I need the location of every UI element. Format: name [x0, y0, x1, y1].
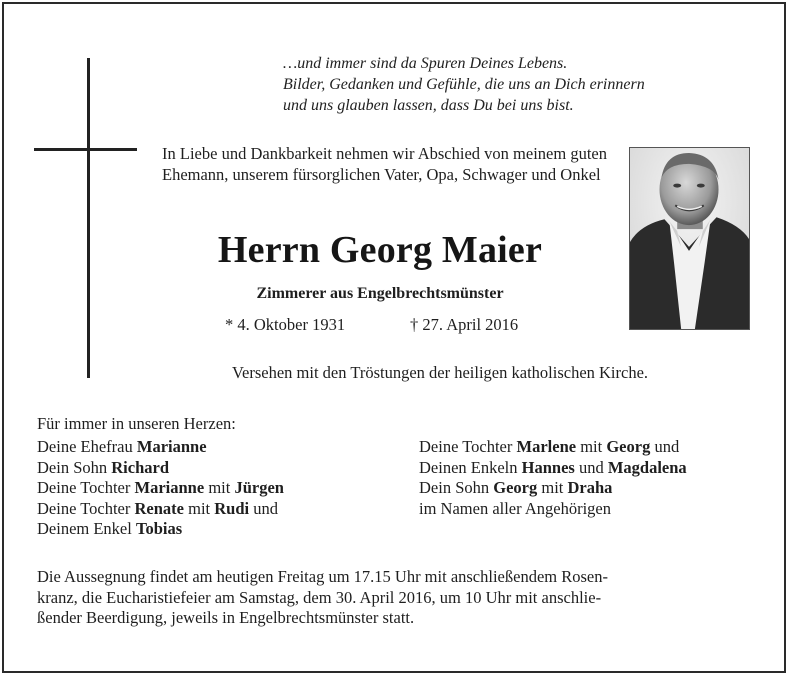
birth-date: * 4. Oktober 1931	[225, 315, 346, 334]
mourner-name: Marianne	[136, 437, 207, 456]
mourner-relation: mit	[537, 478, 568, 497]
motto-line: und uns glauben lassen, dass Du bei uns bist.	[283, 97, 574, 114]
mourner-name: Rudi	[214, 498, 250, 518]
mourner-relation: mit	[184, 498, 215, 518]
mourner-relation: Deine Ehefrau	[37, 437, 137, 456]
mourner-name: Magdalena	[607, 457, 687, 477]
mourner-relation: mit	[576, 437, 607, 456]
portrait-photo	[629, 147, 750, 330]
mourners-heading: Für immer in unseren Herzen:	[37, 414, 236, 433]
intro-text: In Liebe und Dankbarkeit nehmen wir Abschied von meinem guten Ehemann, unserem fürsorglichen Vater, Opa, Schwager und Onkel	[162, 144, 607, 184]
mourner-relation: und	[574, 457, 608, 477]
mourner-relation: mit	[204, 478, 235, 497]
mourner-relation: Deine Tochter	[37, 498, 135, 518]
mourner-relation: Deinen Enkeln	[419, 457, 522, 477]
funeral-line: kranz, die Eucharistiefeier am Samstag, dem 30. April 2016, um 10 Uhr mit anschlie-	[37, 587, 602, 607]
mourner-name: Hannes	[521, 457, 575, 477]
mourner-name: Marlene	[516, 437, 577, 456]
mourners-left-column	[37, 437, 377, 540]
funeral-line: ßender Beerdigung, jeweils in Engelbrechtsmünster statt.	[37, 608, 415, 627]
cross-icon	[87, 58, 90, 378]
mourners-right-column	[419, 437, 764, 519]
mourner-line	[37, 499, 377, 520]
mourner-name: Draha	[567, 478, 613, 497]
death-date: † 27. April 2016	[410, 315, 519, 334]
mourner-line	[419, 499, 764, 520]
mourner-line	[37, 478, 377, 499]
mourner-relation: Dein Sohn	[37, 457, 112, 477]
motto-line: …und immer sind da Spuren Deines Lebens.	[283, 55, 568, 72]
mourner-line	[37, 519, 377, 540]
mourner-line	[419, 437, 764, 458]
mourner-name: Renate	[134, 498, 184, 518]
mourner-relation: Dein Sohn	[419, 478, 494, 497]
mourner-name: Tobias	[135, 519, 183, 538]
mourner-line	[37, 458, 377, 479]
mourner-relation: und	[249, 498, 278, 518]
mourner-relation: Deinem Enkel	[37, 519, 136, 538]
mourner-line	[419, 478, 764, 499]
mourner-name: Marianne	[134, 478, 205, 497]
cross-icon-bar	[34, 148, 137, 151]
mourner-relation: Deine Tochter	[419, 437, 517, 456]
mourner-line	[37, 437, 377, 458]
mourner-name: Richard	[111, 457, 169, 477]
funeral-info	[37, 567, 753, 629]
mourner-name: Georg	[493, 478, 538, 497]
mourner-relation: und	[650, 437, 680, 456]
mourner-name: Georg	[606, 437, 651, 456]
mourner-relation: Deine Tochter	[37, 478, 135, 497]
mourner-line	[419, 458, 764, 479]
motto-verse	[283, 53, 763, 116]
sacrament-note: Versehen mit den Tröstungen der heiligen katholischen Kirche.	[231, 363, 649, 382]
deceased-name: Herrn Georg Maier	[217, 229, 543, 271]
funeral-line: Die Aussegnung findet am heutigen Freitag um 17.15 Uhr mit anschließendem Rosen-	[37, 567, 608, 586]
mourner-name: Jürgen	[234, 478, 284, 497]
deceased-occupation: Zimmerer aus Engelbrechtsmünster	[256, 285, 504, 302]
motto-line: Bilder, Gedanken und Gefühle, die uns an Dich erinnern	[283, 76, 645, 93]
mourner-relation: im Namen aller Angehörigen	[419, 498, 611, 518]
